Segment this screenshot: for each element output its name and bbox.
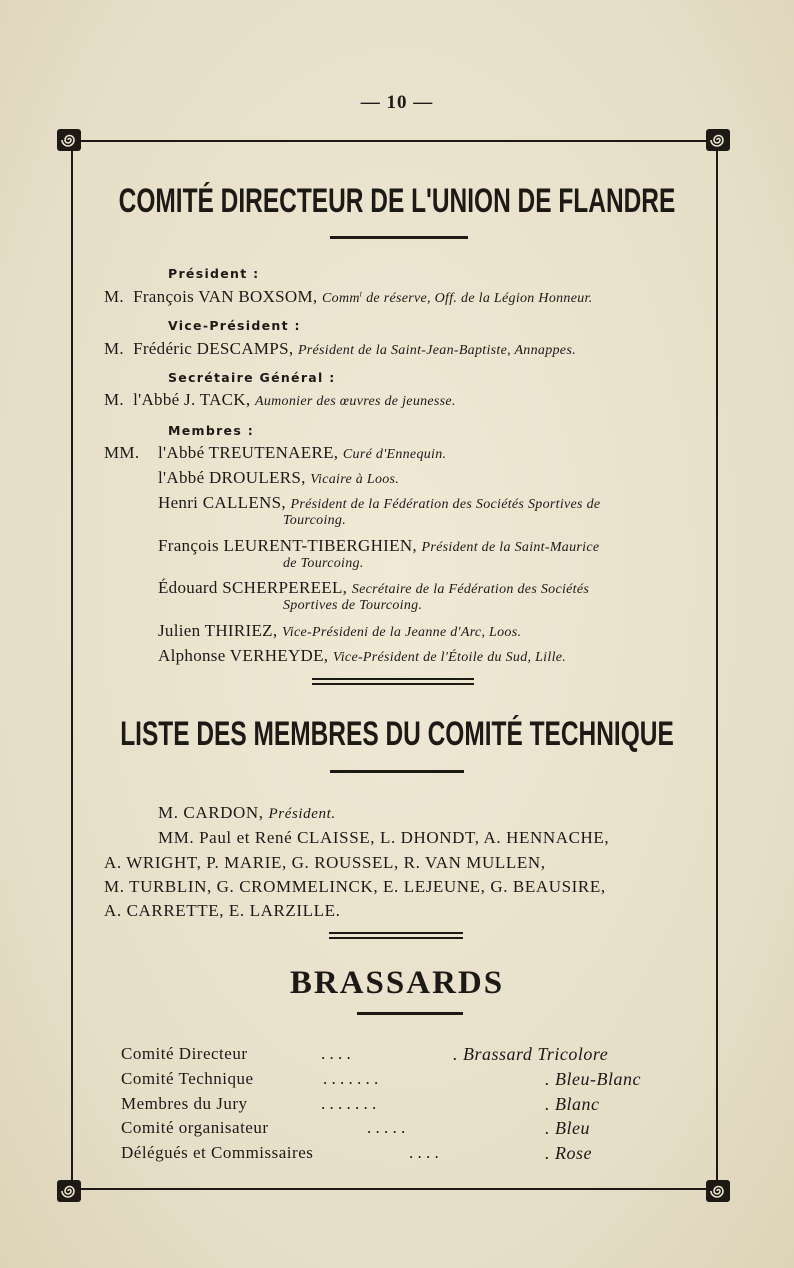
person-name: François LEURENT-TIBERGHIEN, <box>158 536 417 555</box>
person-description: Président de la Saint-Jean-Baptiste, Annappes. <box>297 343 576 358</box>
title-underline <box>357 1012 463 1015</box>
spiral-ornament-icon <box>705 1179 731 1203</box>
secretary-entry <box>104 390 456 410</box>
person-description: Curé d'Ennequin. <box>342 447 447 462</box>
member-entry <box>158 443 446 463</box>
spiral-ornament-icon <box>705 128 731 152</box>
frame-right-border <box>716 150 718 1180</box>
brassard-label: Délégués et Commissaires <box>121 1143 314 1162</box>
technical-president <box>158 803 336 823</box>
member-entry <box>158 621 521 641</box>
name-prefix: M. <box>104 390 124 409</box>
person-description: Président de la Fédération des Sociétés Sportives de <box>290 497 601 512</box>
leader-dots: . . . . <box>409 1143 439 1162</box>
desc-part: Comm <box>322 291 360 306</box>
title-underline <box>330 236 468 239</box>
secretary-label: Secrétaire Général : <box>168 370 336 385</box>
member-entry <box>158 468 399 488</box>
frame-top-border <box>80 140 713 142</box>
person-name: Frédéric DESCAMPS, <box>133 339 294 358</box>
brassard-row <box>121 1069 641 1089</box>
section-divider <box>312 678 474 680</box>
leader-dots: . . . . . <box>367 1118 406 1137</box>
person-name: François VAN BOXSOM, <box>133 287 318 306</box>
desc-part: de réserve, Off. de la Légion Honneur. <box>362 291 593 306</box>
person-description-continued: de Tourcoing. <box>283 556 364 571</box>
person-description: Président de la Saint-Maurice <box>421 540 600 555</box>
brassard-value: . Blanc <box>545 1094 600 1114</box>
person-description: Vice-Président de l'Étoile du Sud, Lille. <box>332 650 567 665</box>
vice-president-entry <box>104 339 576 359</box>
person-name: l'Abbé DROULERS, <box>158 468 306 487</box>
frame-bottom-border <box>80 1188 713 1190</box>
person-name: l'Abbé J. TACK, <box>133 390 251 409</box>
brassard-row <box>121 1143 592 1163</box>
brassard-label: Comité Directeur <box>121 1044 248 1063</box>
brassard-label: Membres du Jury <box>121 1094 248 1113</box>
person-name: Alphonse VERHEYDE, <box>158 646 329 665</box>
person-description: Secrétaire de la Fédération des Sociétés <box>351 582 590 597</box>
technical-committee-title: LISTE DES MEMBRES DU COMITÉ TECHNIQUE <box>120 715 674 753</box>
brassard-value: . Rose <box>545 1143 592 1163</box>
member-entry <box>158 578 589 598</box>
frame-left-border <box>71 150 73 1180</box>
brassard-label: Comité Technique <box>121 1069 254 1088</box>
technical-members-line: M. TURBLIN, G. CROMMELINCK, E. LEJEUNE, G. BEAUSIRE, <box>104 877 606 896</box>
person-description: Aumonier des œuvres de jeunesse. <box>254 394 456 409</box>
brassard-row <box>121 1044 609 1064</box>
member-entry <box>158 646 566 666</box>
person-description: Vice-Présideni de la Jeanne d'Arc, Loos. <box>281 625 522 640</box>
person-description-continued: Tourcoing. <box>283 513 347 528</box>
person-name: Henri CALLENS, <box>158 493 286 512</box>
members-prefix: MM. <box>104 443 140 462</box>
member-entry <box>158 536 599 556</box>
person-name: l'Abbé TREUTENAERE, <box>158 443 339 462</box>
person-description <box>322 291 593 306</box>
vice-president-label: Vice-Président : <box>168 318 301 333</box>
members-label: Membres : <box>168 423 255 438</box>
brassard-value: . Bleu <box>545 1118 590 1138</box>
brassard-label: Comité organisateur <box>121 1118 269 1137</box>
spiral-ornament-icon <box>56 1179 82 1203</box>
member-entry <box>158 493 600 513</box>
title-underline <box>330 770 464 773</box>
committee-title: COMITÉ DIRECTEUR DE L'UNION DE FLANDRE <box>118 182 676 220</box>
leader-dots: . . . . <box>321 1044 351 1063</box>
technical-members-line: MM. Paul et René CLAISSE, L. DHONDT, A. HENNACHE, <box>158 828 610 847</box>
person-role: Président. <box>268 806 336 822</box>
brassards-title: BRASSARDS <box>289 965 505 1001</box>
person-name: Julien THIRIEZ, <box>158 621 278 640</box>
brassard-value: . Brassard Tricolore <box>453 1044 609 1064</box>
desc-superscript: t <box>359 289 363 299</box>
person-description-continued: Sportives de Tourcoing. <box>283 598 423 613</box>
leader-dots: . . . . . . . <box>323 1069 379 1088</box>
technical-members-line: A. WRIGHT, P. MARIE, G. ROUSSEL, R. VAN MULLEN, <box>104 853 546 872</box>
section-divider <box>329 932 463 934</box>
technical-members-line: A. CARRETTE, E. LARZILLE. <box>104 901 341 920</box>
person-name: Édouard SCHERPEREEL, <box>158 578 348 597</box>
name-prefix: M. <box>104 287 124 306</box>
person-description: Vicaire à Loos. <box>310 472 400 487</box>
brassard-row <box>121 1118 590 1138</box>
brassard-row <box>121 1094 600 1114</box>
spiral-ornament-icon <box>56 128 82 152</box>
president-label: Président : <box>168 266 260 281</box>
name-prefix: M. <box>104 339 124 358</box>
leader-dots: . . . . . . . <box>321 1094 377 1113</box>
person-name: M. CARDON, <box>158 803 264 822</box>
brassard-value: . Bleu-Blanc <box>545 1069 641 1089</box>
president-entry <box>104 287 593 307</box>
page-number: — 10 — <box>360 92 434 113</box>
